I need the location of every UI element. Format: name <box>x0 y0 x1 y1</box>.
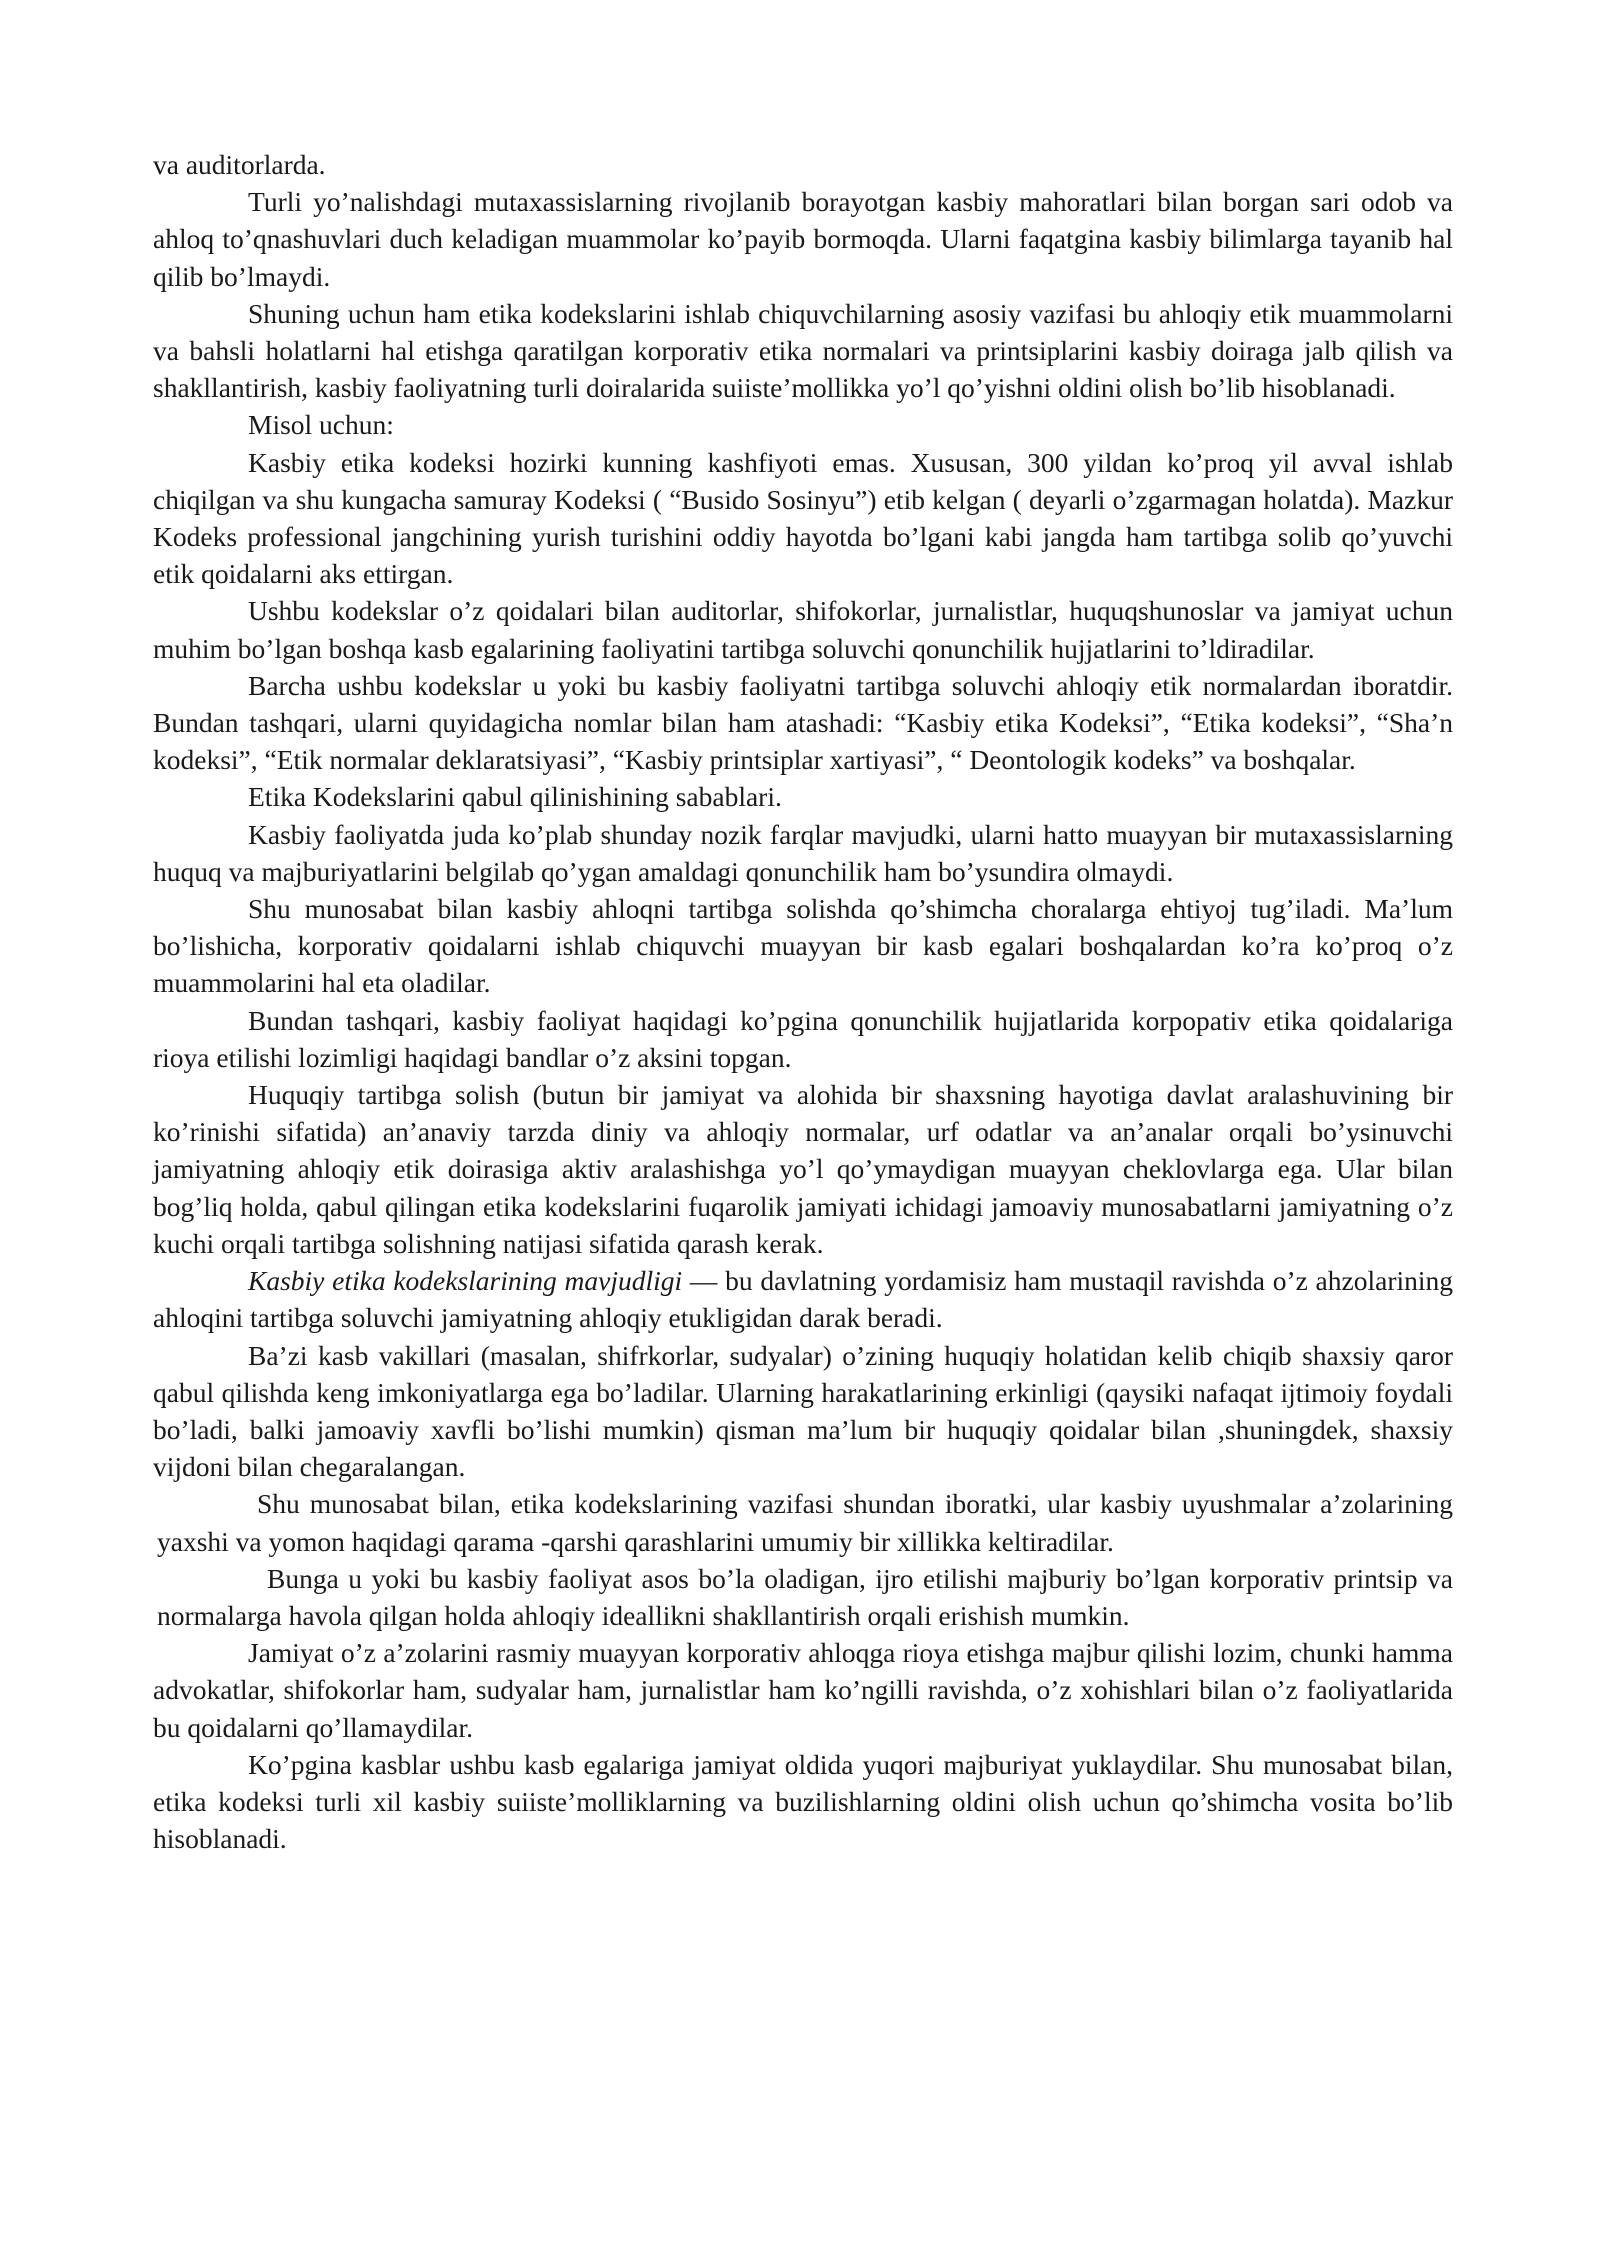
paragraph-with-italic-lead <box>153 1262 1453 1336</box>
paragraph: Bundan tashqari, kasbiy faoliyat haqidagi ko’pgina qonunchilik hujjatlarida korpopativ etika qoidalariga rioya etilishi lozimligi haqidagi bandlar o’z aksini topgan. <box>153 1004 1453 1073</box>
paragraph-example-label: Misol uchun: <box>248 409 394 441</box>
document-page <box>153 146 1453 1857</box>
paragraph: Shuning uchun ham etika kodekslarini ishlab chiquvchilarning asosiy vazifasi bu ahloqiy etik muammolarni va bahsli holatlarni hal etishga qaratilgan korporativ etika normalari va printsiplarini kasbiy doiraga jalb qilish va shakllantirish, kasbiy faoliyatning turli doiralarida suiiste’mollikka yo’l qo’yishni oldini olish bo’lib hisoblanadi. <box>153 297 1453 404</box>
paragraph: Kasbiy etika kodeksi hozirki kunning kashfiyoti emas. Xususan, 300 yildan ko’proq yil avval ishlab chiqilgan va shu kungacha samuray Kodeksi ( “Busido Sosinyu”) etib kelgan ( deyarli o’zgarmagan holatda). Mazkur Kodeks professional jangchining yurish turishini oddiy hayotda bo’lgani kabi jangda ham tartibga solib qo’yuvchi etik qoidalarni aks ettirgan. <box>153 446 1453 590</box>
italic-lead: Kasbiy etika kodekslarining mavjudligi <box>248 1265 683 1297</box>
paragraph: Bunga u yoki bu kasbiy faoliyat asos bo’la oladigan, ijro etilishi majburiy bo’lgan korporativ printsip va normalarga havola qilgan holda ahloqiy ideallikni shakllantirish orqali erishish mumkin. <box>157 1562 1453 1631</box>
paragraph-continuation: va auditorlarda. <box>153 149 326 180</box>
paragraph-rest: — bu davlatning yordamisiz ham mustaqil ravishda o’z ahzolarining ahloqini tartibga soluvchi jamiyatning ahloqiy etukligidan darak beradi. <box>153 1265 1454 1334</box>
paragraph: Huquqiy tartibga solish (butun bir jamiyat va alohida bir shaxsning hayotiga davlat aralashuvining bir ko’rinishi sifatida) an’anaviy tarzda diniy va ahloqiy normalar, urf odatlar va an’analar orqali bo’ysinuvchi jamiyatning ahloqiy etik doirasiga aktiv aralashishga yo’l qo’ymaydigan muayyan cheklovlarga ega. Ular bilan bog’liq holda, qabul qilingan etika kodekslarini fuqarolik jamiyati ichidagi jamoaviy munosabatlarni jamiyatning o’z kuchi orqali tartibga solishning natijasi sifatida qarash kerak. <box>153 1079 1453 1259</box>
paragraph: Barcha ushbu kodekslar u yoki bu kasbiy faoliyatni tartibga soluvchi ahloqiy etik normalardan iboratdir. Bundan tashqari, ularni quyidagicha nomlar bilan ham atashadi: “Kasbiy etika Kodeksi”, “Etika kodeksi”, “Sha’n kodeksi”, “Etik normalar deklaratsiyasi”, “Kasbiy printsiplar xartiyasi”, “ Deontologik kodeks” va boshqalar. <box>153 669 1453 776</box>
paragraph: Ba’zi kasb vakillari (masalan, shifrkorlar, sudyalar) o’zining huquqiy holatidan kelib chiqib shaxsiy qaror qabul qilishda keng imkoniyatlarga ega bo’ladilar. Ularning harakatlarining erkinligi (qaysiki nafaqat ijtimoiy foydali bo’ladi, balki jamoaviy xavfli bo’lishi mumkin) qisman ma’lum bir huquqiy qoidalar bilan ,shuningdek, shaxsiy vijdoni bilan chegaralangan. <box>153 1339 1453 1483</box>
paragraph: Jamiyat o’z a’zolarini rasmiy muayyan korporativ ahloqga rioya etishga majbur qilishi lozim, chunki hamma advokatlar, shifokorlar ham, sudyalar ham, jurnalistlar ham ko’ngilli ravishda, o’z xohishlari bilan o’z faoliyatlarida bu qoidalarni qo’llamaydilar. <box>153 1637 1453 1743</box>
paragraph: Kasbiy faoliyatda juda ko’plab shunday nozik farqlar mavjudki, ularni hatto muayyan bir mutaxassislarning huquq va majburiyatlarini belgilab qo’ygan amaldagi qonunchilik ham bo’ysundira olmaydi. <box>153 818 1453 887</box>
paragraph: Turli yo’nalishdagi mutaxassislarning rivojlanib borayotgan kasbiy mahoratlari bilan borgan sari odob va ahloq to’qnashuvlari duch keladigan muammolar ko’payib bormoqda. Ularni faqatgina kasbiy bilimlarga tayanib hal qilib bo’lmaydi. <box>153 186 1453 292</box>
section-heading: Etika Kodekslarini qabul qilinishining sabablari. <box>248 781 782 813</box>
paragraph: Ushbu kodekslar o’z qoidalari bilan auditorlar, shifokorlar, jurnalistlar, huquqshunoslar va jamiyat uchun muhim bo’lgan boshqa kasb egalarining faoliyatini tartibga soluvchi qonunchilik hujjatlarini to’ldiradilar. <box>153 595 1453 664</box>
paragraph: Shu munosabat bilan, etika kodekslarining vazifasi shundan iboratki, ular kasbiy uyushmalar a’zolarining yaxshi va yomon haqidagi qarama -qarshi qarashlarini umumiy bir xillikka keltiradilar. <box>157 1488 1453 1557</box>
paragraph: Shu munosabat bilan kasbiy ahloqni tartibga solishda qo’shimcha choralarga ehtiyoj tug’iladi. Ma’lum bo’lishicha, korporativ qoidalarni ishlab chiquvchi muayyan bir kasb egalari boshqalardan ko’ra ko’proq o’z muammolarini hal eta oladilar. <box>153 893 1453 999</box>
paragraph: Ko’pgina kasblar ushbu kasb egalariga jamiyat oldida yuqori majburiyat yuklaydilar. Shu munosabat bilan, etika kodeksi turli xil kasbiy suiiste’molliklarning va buzilishlarning oldini olish uchun qo’shimcha vosita bo’lib hisoblanadi. <box>153 1748 1453 1855</box>
